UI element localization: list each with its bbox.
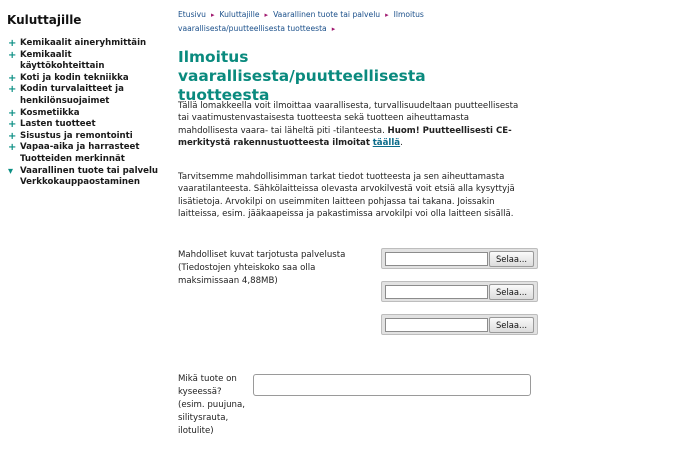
sidebar-item-label: Kemikaalit käyttökohteittain — [20, 49, 105, 72]
sidebar-item-label: Verkkokauppaostaminen — [20, 177, 140, 188]
plus-icon: + — [8, 84, 17, 96]
intro-end: . — [400, 137, 403, 148]
plus-icon: + — [8, 72, 17, 84]
sidebar-item-vapaa-aika[interactable] — [8, 142, 158, 154]
sidebar-item-kemikaalit-kayttokohteittain[interactable] — [8, 50, 158, 73]
breadcrumb-separator-icon: ▸ — [385, 11, 389, 19]
breadcrumb-link-vaarallinen[interactable]: Vaarallinen tuote tai palvelu — [273, 10, 381, 19]
file-path-field[interactable] — [385, 318, 488, 332]
file-path-field[interactable] — [385, 285, 488, 299]
browse-button[interactable]: Selaa... — [489, 284, 534, 300]
sidebar-item-label: Tuotteiden merkinnät — [20, 153, 125, 164]
plus-icon: + — [8, 142, 17, 154]
sidebar-item-label: Kemikaalit aineryhmittäin — [20, 38, 147, 48]
page-title: Ilmoitus vaarallisesta/puutteellisesta tuotteesta — [178, 48, 426, 104]
intro-bold-note: Huom! Puutteellisesti CE-merkitystä rakennustuotteesta ilmoitat — [178, 125, 512, 148]
sidebar-item-sisustus-ja-remontointi[interactable] — [8, 131, 158, 143]
plus-icon: + — [8, 119, 17, 131]
breadcrumb-link-etusivu[interactable]: Etusivu — [178, 10, 206, 19]
sidebar-item-kosmetiikka[interactable] — [8, 108, 158, 120]
plus-icon: + — [8, 107, 17, 119]
file-upload-3 — [381, 314, 538, 335]
sidebar-title: Kuluttajille — [7, 13, 82, 27]
sidebar-item-label: Kodin turvalaitteet ja henkilönsuojaimet — [20, 84, 124, 106]
sidebar-item-label: Kosmetiikka — [20, 107, 80, 118]
sidebar-item-label: Sisustus ja remontointi — [20, 130, 133, 141]
breadcrumb-current[interactable]: Ilmoitus vaarallisesta/puutteellisesta tuotteesta — [178, 10, 424, 33]
product-input[interactable] — [253, 374, 531, 396]
breadcrumb-link-kuluttajille[interactable]: Kuluttajille — [219, 10, 260, 19]
breadcrumb — [178, 8, 498, 36]
file-path-field[interactable] — [385, 252, 488, 266]
sidebar-item-label: Lasten tuotteet — [20, 119, 96, 130]
file-upload-2 — [381, 281, 538, 302]
breadcrumb-separator-icon: ▸ — [331, 25, 336, 33]
browse-button[interactable]: Selaa... — [489, 251, 534, 267]
sidebar-item-label: Koti ja kodin tekniikka — [20, 72, 129, 83]
link-taalla[interactable]: täällä — [372, 137, 401, 148]
sidebar-item-vaarallinen-tuote[interactable] — [8, 166, 158, 178]
plus-icon: + — [8, 49, 17, 61]
sidebar-item-kemikaalit-aineryhmittain[interactable] — [8, 38, 158, 50]
file-upload-1 — [381, 248, 538, 269]
intro-text: Tällä lomakkeella voit ilmoittaa vaarallisesta, turvallisuudeltaan puutteellisesta tai vaatimustenvastaisesta tuotteesta sekä tuotteen aiheuttamasta mahdollisesta vaara- tai läheltä piti -tilanteesta. — [178, 101, 519, 136]
plus-icon: + — [8, 38, 17, 49]
sidebar-nav — [8, 38, 158, 189]
sidebar-item-label: Vaarallinen tuote tai palvelu — [20, 165, 159, 176]
sidebar-item-verkkokauppaostaminen[interactable] — [8, 177, 158, 189]
sidebar-item-lasten-tuotteet[interactable] — [8, 119, 158, 131]
sidebar-item-tuotteiden-merkinnat[interactable] — [8, 154, 158, 166]
product-field-label: Mikä tuote on kyseessä? (esim. puujuna, silitysrauta, ilotulite) — [178, 374, 245, 436]
sidebar-item-koti-ja-kodin-tekniikka[interactable] — [8, 73, 158, 85]
chevron-down-icon: ▾ — [8, 165, 14, 177]
intro-paragraph — [178, 100, 528, 149]
browse-button[interactable]: Selaa... — [489, 317, 534, 333]
breadcrumb-separator-icon: ▸ — [210, 11, 215, 19]
plus-icon: + — [8, 130, 17, 142]
upload-label: Mahdolliset kuvat tarjotusta palvelusta (Tiedostojen yhteiskoko saa olla maksimissaan 4,88MB) — [178, 250, 346, 286]
sidebar-item-label: Vapaa-aika ja harrasteet — [20, 142, 140, 153]
info-paragraph: Tarvitsemme mahdollisimman tarkat tiedot tuotteesta ja sen aiheuttamasta vaaratilanteesta. Sähkölaitteissa olevasta arvokilvestä voit etsiä alla kysyttyjä lisätietoja. Arvokilpi on useimmiten laitteen pohjassa tai takana. Joissakin laitteissa, esim. jääkaapeissa ja pakastimissa arvokilpi voi olla laitteen sisällä. — [178, 172, 515, 219]
breadcrumb-separator-icon: ▸ — [264, 11, 269, 19]
sidebar-item-kodin-turvalaitteet[interactable] — [8, 84, 158, 107]
